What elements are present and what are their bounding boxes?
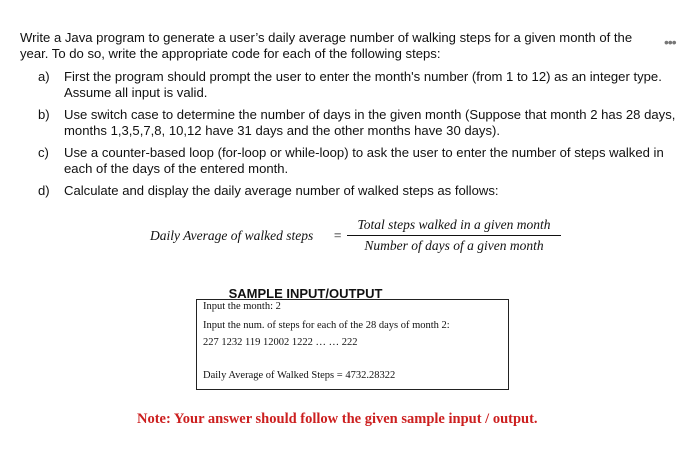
sample-title: SAMPLE INPUT/OUTPUT bbox=[228, 286, 383, 301]
step-c bbox=[38, 145, 688, 177]
formula-equals: = bbox=[333, 228, 343, 243]
question-intro: Write a Java program to generate a user’s daily average number of walking steps for a given month of the year. To do so, write the appropriate code for each of the following steps: bbox=[20, 30, 633, 61]
sample-line: Input the num. of steps for each of the 28 days of month 2: bbox=[203, 320, 450, 331]
formula-numerator: Total steps walked in a given month bbox=[357, 217, 551, 232]
steps-list bbox=[38, 69, 688, 205]
sample-line: Input the month: 2 bbox=[203, 301, 281, 312]
sample-line: 227 1232 119 12002 1222 … … 222 bbox=[203, 337, 358, 348]
step-text: First the program should prompt the user to enter the month's number (from 1 to 12) as an integer type. Assume all input is valid. bbox=[64, 69, 662, 100]
step-marker: b) bbox=[38, 107, 50, 122]
formula-denominator: Number of days of a given month bbox=[347, 235, 561, 254]
formula-lhs: Daily Average of walked steps bbox=[150, 228, 314, 243]
step-a bbox=[38, 69, 688, 101]
step-marker: c) bbox=[38, 145, 49, 160]
sample-line: Daily Average of Walked Steps = 4732.28322 bbox=[203, 370, 396, 381]
note-text: Note: Your answer should follow the given sample input / output. bbox=[137, 411, 538, 427]
step-text: Use switch case to determine the number of days in the given month (Suppose that month 2 has 28 days, months 1,3,5,7,8, 10,12 have 31 days and the other months have 30 days). bbox=[64, 107, 676, 138]
step-d bbox=[38, 183, 688, 199]
step-text: Use a counter-based loop (for-loop or while-loop) to ask the user to enter the number of steps walked in each of the days of the entered month. bbox=[64, 145, 664, 176]
step-text: Calculate and display the daily average number of walked steps as follows: bbox=[64, 183, 499, 198]
more-options-icon[interactable]: ••• bbox=[664, 34, 676, 50]
step-marker: a) bbox=[38, 69, 50, 84]
sample-io-box bbox=[196, 299, 509, 390]
formula-fraction bbox=[347, 217, 561, 254]
step-b bbox=[38, 107, 688, 139]
step-marker: d) bbox=[38, 183, 50, 198]
